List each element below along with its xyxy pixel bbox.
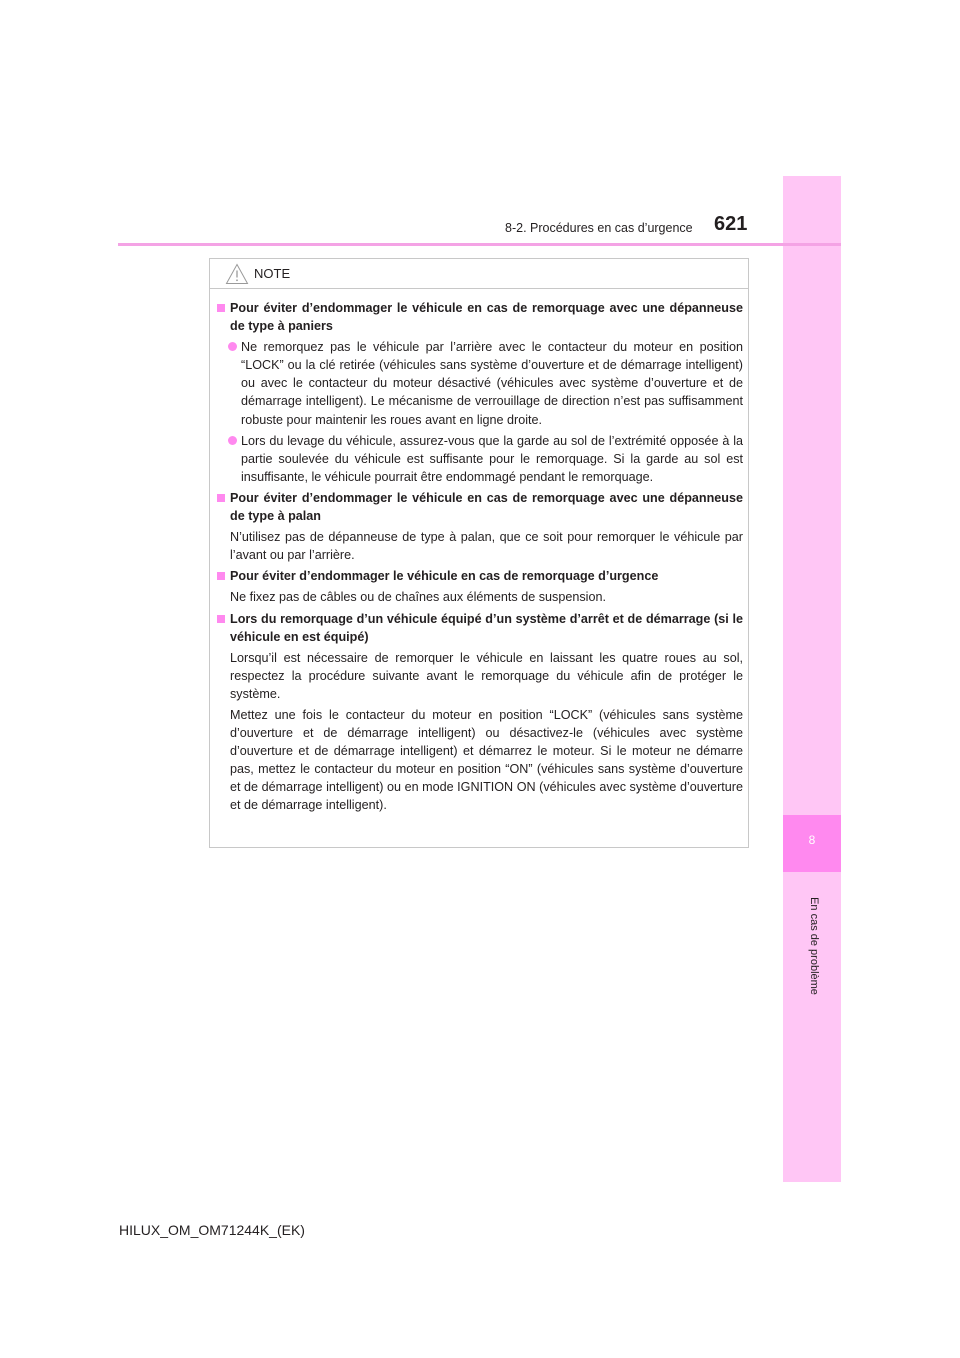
paragraph: Lorsqu’il est nécessaire de remorquer le véhicule en laissant les quatre roues au sol, respectez la procédure suivante avant le remorquage du véhicule afin de protéger le système. [230,650,743,701]
square-bullet-icon [217,494,225,502]
square-bullet-icon [217,304,225,312]
list-item: Lors du levage du véhicule, assurez-vous que la garde au sol de l’extrémité opposée à la partie soulevée du véhicule est suffisante pour le remorquage. Si la garde au sol est insuffisante, le véhicule pourrait être endommagé pendant le remorquage. [217,432,743,486]
section-heading: Pour éviter d’endommager le véhicule en cas de remorquage d’urgence [217,567,743,585]
list-item: Ne remorquez pas le véhicule par l’arrière avec le contacteur du moteur en position “LOCK” ou la clé retirée (véhicules sans système d’ouverture et de démarrage intelligent) ou avec le contacteur du moteur désactivé (véhicules avec système d’ouverture et de démarrage intelligent). Le mécanisme de verrouillage de direction n’est pas suffisamment robuste pour maintenir les roues avant en ligne droite. [217,338,743,428]
note-header [210,259,748,289]
square-bullet-icon [217,572,225,580]
note-section [217,567,743,606]
square-bullet-icon [217,615,225,623]
chapter-number: 8 [808,833,816,847]
chapter-side-tab [783,176,841,1182]
header-rule [118,243,841,246]
note-title: NOTE [254,266,291,281]
warning-triangle-icon [225,263,249,285]
circle-bullet-icon [228,436,237,445]
page-number: 621 [714,213,748,235]
section-heading: Lors du remorquage d’un véhicule équipé d’un système d’arrêt et de démarrage (si le véhicule en est équipé) [217,610,743,646]
header-section-title: 8-2. Procédures en cas d’urgence [505,221,693,235]
note-section [217,489,743,564]
paragraph: Ne fixez pas de câbles ou de chaînes aux éléments de suspension. [230,590,606,605]
paragraph: Mettez une fois le contacteur du moteur en position “LOCK” (véhicules sans système d’ouverture et de démarrage intelligent) ou désactivez-le (véhicules avec système d’ouverture et de démarrage intelligent) et démarrez le moteur. Si le moteur ne démarre pas, mettez le contacteur du moteur en position “ON” (véhicules sans système d’ouverture et de démarrage intelligent) ou en mode IGNITION ON (véhicules avec système d’ouverture et de démarrage intelligent). [230,707,743,813]
circle-bullet-icon [228,342,237,351]
document-code: HILUX_OM_OM71244K_(EK) [119,1222,305,1238]
note-body [217,299,743,818]
note-section [217,610,743,815]
paragraph: N’utilisez pas de dépanneuse de type à palan, que ce soit pour remorquer le véhicule par l’avant ou par l’arrière. [230,530,743,563]
note-box [209,258,749,848]
section-heading: Pour éviter d’endommager le véhicule en cas de remorquage avec une dépanneuse de type à palan [217,489,743,525]
chapter-title: En cas de problème [808,897,820,995]
section-heading: Pour éviter d’endommager le véhicule en cas de remorquage avec une dépanneuse de type à paniers [217,299,743,335]
note-section [217,299,743,486]
